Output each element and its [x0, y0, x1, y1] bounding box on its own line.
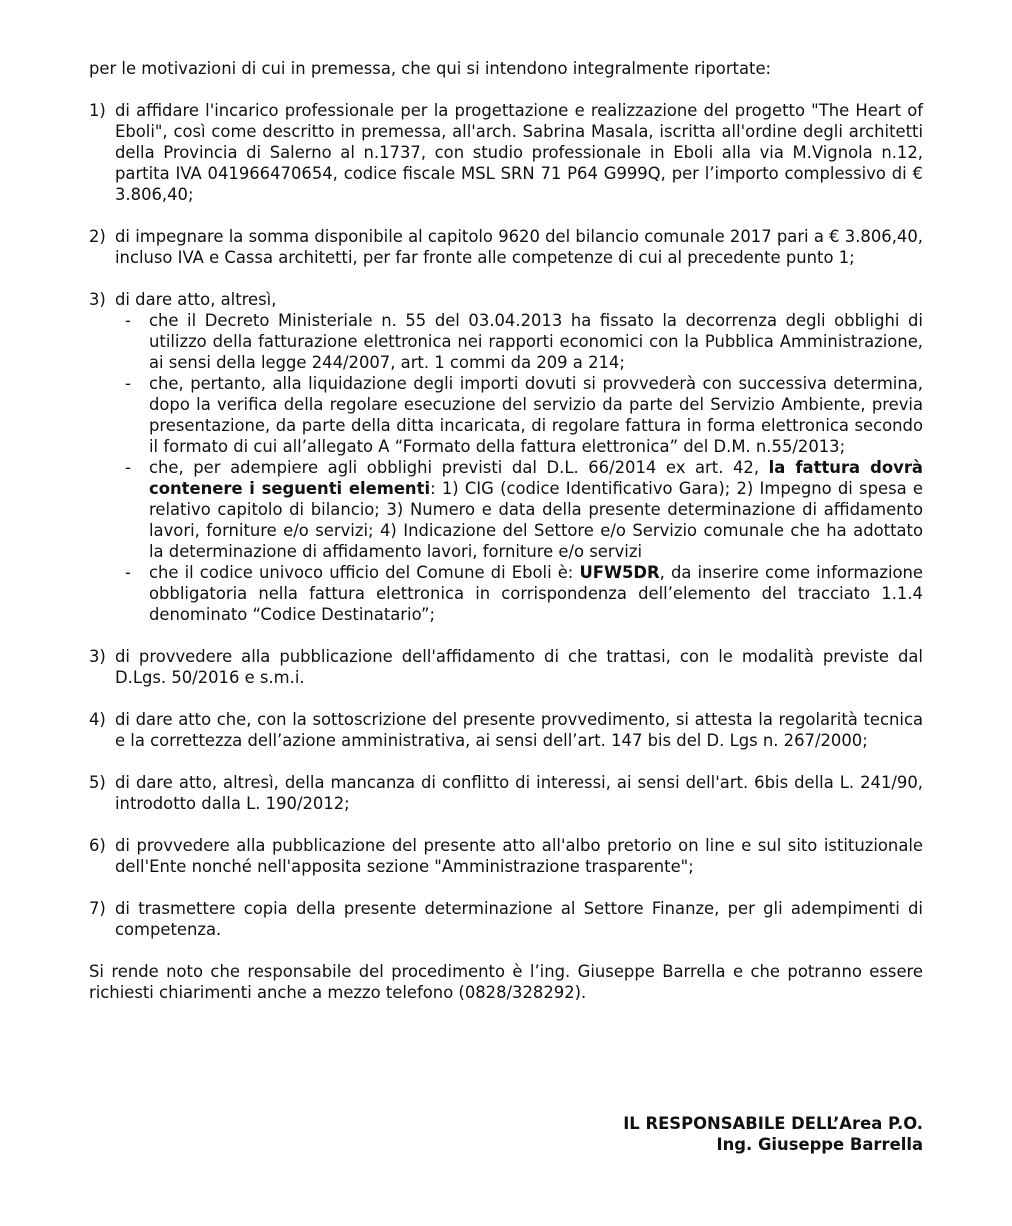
list-item-1: [89, 100, 923, 205]
list-item-6: [89, 772, 923, 814]
sub-item-4: [125, 562, 923, 625]
item-number: 6): [89, 836, 106, 855]
item-number: 3): [89, 290, 106, 309]
item-text: di dare atto, altresì, della mancanza di conflitto di interessi, ai sensi dell'art. 6bis della L. 241/90, introdotto dalla L. 190/2012;: [115, 773, 923, 813]
item-number: 1): [89, 101, 106, 120]
item-number: 5): [89, 773, 106, 792]
sub-item-2: [125, 373, 923, 457]
list-item-3: [89, 289, 923, 310]
document-body: [89, 58, 923, 1003]
item-text: di dare atto, altresì,: [115, 290, 277, 309]
sub-item-1: [125, 310, 923, 373]
item-number: 7): [89, 899, 106, 918]
sub-item-text-end: : 1) CIG (codice Identificativo Gara); 2) Impegno di spesa e relativo capitolo di bilancio; 3) Numero e data della presente determinazione di affidamento lavori, forniture e/o servizi; 4) Indicazione del Settore e/o Servizio comunale che ha adottato la determinazione di affidamento lavori, forniture e/o servizi: [149, 479, 923, 561]
item-text: di provvedere alla pubblicazione dell'affidamento di che trattasi, con le modalità previste dal D.Lgs. 50/2016 e s.m.i.: [115, 647, 923, 687]
item-text: di provvedere alla pubblicazione del presente atto all'albo pretorio on line e sul sito istituzionale dell'Ente nonché nell'apposita sezione "Amministrazione trasparente";: [115, 836, 923, 876]
sub-item-text-end: , da inserire come informazione obbligatoria nella fattura elettronica in corrispondenza dell’elemento del tracciato 1.1.4 denominato “Codice Destinatario”;: [149, 563, 923, 624]
item-text: di trasmettere copia della presente determinazione al Settore Finanze, per gli adempimenti di competenza.: [115, 899, 923, 939]
list-item-5: [89, 709, 923, 751]
dash-bullet: -: [125, 374, 131, 393]
item-text: di impegnare la somma disponibile al capitolo 9620 del bilancio comunale 2017 pari a € 3.806,40, incluso IVA e Cassa architetti, per far fronte alle competenze di cui al precedente punto 1;: [115, 227, 923, 267]
list-item-8: [89, 898, 923, 940]
list-item-7: [89, 835, 923, 877]
item-text: di affidare l'incarico professionale per la progettazione e realizzazione del progetto "The Heart of Eboli", così come descritto in premessa, all'arch. Sabrina Masala, iscritta all'ordine degli architetti della Provincia di Salerno al n.1737, con studio professionale in Eboli alla via M.Vignola n.12, partita IVA 041966470654, codice fiscale MSL SRN 71 P64 G999Q, per l’importo complessivo di € 3.806,40;: [115, 101, 923, 204]
item-number: 3): [89, 647, 106, 666]
sub-item-text-bold: la fattura dovrà contenere i seguenti elementi: [149, 458, 923, 498]
sub-item-text: che, pertanto, alla liquidazione degli importi dovuti si provvederà con successiva determina, dopo la verifica della regolare esecuzione del servizio da parte del Servizio Ambiente, previa presentazione, da parte della ditta incaricata, di regolare fattura in forma elettronica secondo il formato di cui all’allegato A “Formato della fattura elettronica” del D.M. n.55/2013;: [149, 374, 923, 456]
sub-item-text-start: che, per adempiere agli obblighi previsti dal D.L. 66/2014 ex art. 42,: [149, 458, 769, 477]
intro-paragraph: per le motivazioni di cui in premessa, che qui si intendono integralmente riportate:: [89, 59, 772, 78]
sub-list: [125, 310, 923, 625]
signature-block: [623, 1113, 923, 1155]
signature-title: IL RESPONSABILE DELL’Area P.O.: [623, 1114, 923, 1133]
signature-name: Ing. Giuseppe Barrella: [716, 1135, 923, 1154]
closing-paragraph: Si rende noto che responsabile del procedimento è l’ing. Giuseppe Barrella e che potranno essere richiesti chiarimenti anche a mezzo telefono (0828/328292).: [89, 962, 923, 1002]
sub-item-text: [149, 457, 923, 562]
item-number: 2): [89, 227, 106, 246]
dash-bullet: -: [125, 458, 131, 477]
sub-item-text-start: che il codice univoco ufficio del Comune di Eboli è:: [149, 563, 580, 582]
dash-bullet: -: [125, 563, 131, 582]
office-code: UFW5DR: [579, 563, 660, 582]
list-item-4: [89, 646, 923, 688]
sub-item-text: [149, 562, 923, 625]
item-number: 4): [89, 710, 106, 729]
dash-bullet: -: [125, 311, 131, 330]
sub-item-text: che il Decreto Ministeriale n. 55 del 03.04.2013 ha fissato la decorrenza degli obblighi di utilizzo della fatturazione elettronica nei rapporti economici con la Pubblica Amministrazione, ai sensi della legge 244/2007, art. 1 commi da 209 a 214;: [149, 311, 923, 372]
item-text: di dare atto che, con la sottoscrizione del presente provvedimento, si attesta la regolarità tecnica e la correttezza dell’azione amministrativa, ai sensi dell’art. 147 bis del D. Lgs n. 267/2000;: [115, 710, 923, 750]
sub-item-3: [125, 457, 923, 562]
list-item-2: [89, 226, 923, 268]
